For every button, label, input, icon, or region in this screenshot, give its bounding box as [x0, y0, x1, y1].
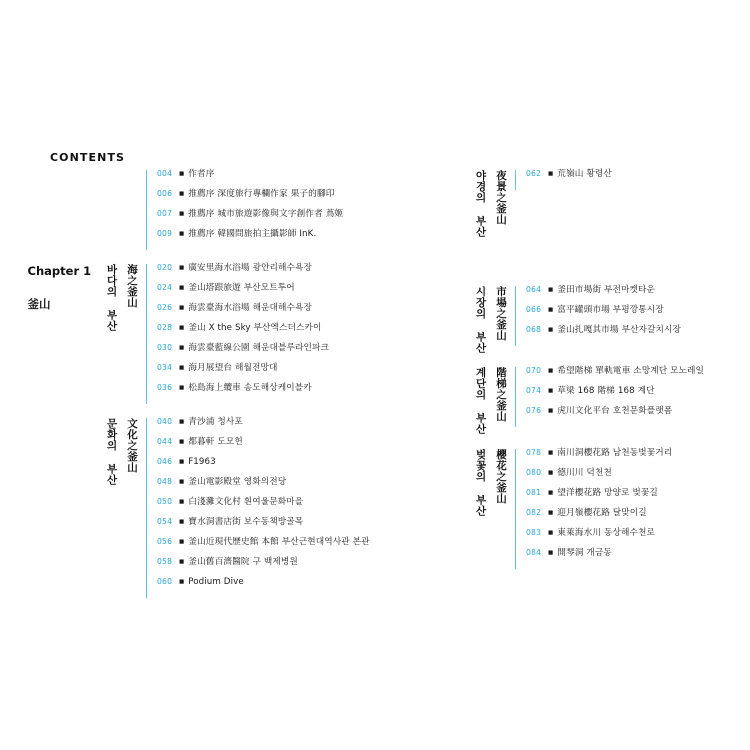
- section-night-view-of-busan: [455, 170, 750, 238]
- toc-entry[interactable]: [157, 518, 395, 538]
- entry-title: 釜山扎嘎其市場 부산자갈치시장: [557, 324, 682, 335]
- page-number: 026: [157, 303, 173, 312]
- bullet-icon: ■: [548, 368, 554, 374]
- section-label-kr: 벚꽃의 부산: [474, 448, 487, 516]
- bullet-icon: ■: [548, 286, 554, 293]
- page-number: 068: [526, 324, 542, 334]
- toc-entry[interactable]: [526, 306, 750, 326]
- bullet-icon: ■: [179, 365, 185, 371]
- toc-entry[interactable]: [526, 367, 750, 387]
- entry-title: 釜山塔跟旅遊 부산모트투어: [188, 283, 295, 293]
- toc-entry[interactable]: [157, 284, 395, 304]
- entry-title: 青沙浦 청사포: [188, 417, 243, 427]
- toc-entry[interactable]: [526, 489, 750, 509]
- bullet-icon: ■: [179, 459, 185, 465]
- toc-entry[interactable]: [157, 170, 395, 190]
- toc-entry[interactable]: [157, 558, 395, 578]
- page-number: 062: [526, 169, 542, 178]
- page-number: 048: [157, 477, 173, 486]
- toc-entry[interactable]: [526, 387, 750, 407]
- page-number: 036: [157, 383, 173, 392]
- toc-entry[interactable]: [526, 449, 750, 469]
- page-number: 070: [526, 366, 542, 375]
- toc-entry[interactable]: [157, 324, 395, 344]
- section-markets-of-busan: [455, 286, 750, 354]
- section-label-cn: 階梯之釜山: [495, 367, 507, 422]
- toc-entry[interactable]: [157, 478, 395, 498]
- toc-entry[interactable]: [526, 407, 750, 427]
- bullet-icon: ■: [179, 479, 185, 485]
- section-front-matter: [50, 170, 395, 250]
- entry-list: [146, 264, 395, 404]
- entry-title: 釜山 X the Sky 부산엑스더스카이: [188, 323, 322, 333]
- page-number: 076: [526, 406, 542, 415]
- bullet-icon: ■: [179, 285, 185, 291]
- section-label-kr: 시장의 부산: [474, 285, 487, 353]
- bullet-icon: ■: [548, 449, 554, 456]
- entry-title: 廣安里海水浴場 광안리해수욕장: [188, 263, 313, 273]
- bullet-icon: ■: [548, 388, 554, 394]
- toc-entry[interactable]: [157, 190, 395, 210]
- bullet-icon: ■: [179, 265, 185, 271]
- page-number: 006: [157, 189, 173, 198]
- toc-entry[interactable]: [526, 170, 750, 190]
- page-number: 078: [526, 447, 542, 457]
- entry-title: 開琴洞 개금동: [557, 547, 612, 558]
- bullet-icon: ■: [179, 191, 185, 197]
- bullet-icon: ■: [548, 171, 554, 177]
- entry-list: [146, 418, 395, 598]
- entry-list: [515, 286, 750, 346]
- page-number: 084: [526, 547, 542, 557]
- toc-entry[interactable]: [157, 264, 395, 284]
- toc-entry[interactable]: [157, 230, 395, 250]
- entry-title: 白淺灘文化村 흰여울문화마을: [188, 497, 304, 507]
- section-label-kr: 야경의 부산: [474, 170, 487, 238]
- toc-entry[interactable]: [157, 578, 395, 598]
- toc-entry[interactable]: [526, 549, 750, 569]
- section-label: [455, 170, 515, 238]
- page-number: 007: [157, 209, 173, 218]
- page-number: 028: [157, 323, 173, 332]
- left-column: [27, 169, 395, 612]
- section-label-cn: 海之釜山: [126, 264, 138, 308]
- toc-entry[interactable]: [526, 326, 750, 346]
- bullet-icon: ■: [548, 306, 554, 313]
- toc-entry[interactable]: [157, 210, 395, 230]
- right-column: [455, 170, 750, 583]
- section-stairs-of-busan: [455, 367, 750, 435]
- entry-title: 海雲臺海水浴場 해운대해수욕장: [188, 303, 313, 313]
- bullet-icon: ■: [179, 325, 185, 331]
- bullet-icon: ■: [179, 419, 185, 425]
- entry-title: 希望階梯 單軌電車 소망계단 모노레일: [557, 366, 705, 376]
- entry-title: 虎川文化平台 호천문화플랫폼: [557, 406, 673, 416]
- entry-title: Podium Dive: [188, 577, 244, 587]
- page-number: 046: [157, 457, 173, 466]
- toc-entry[interactable]: [157, 384, 395, 404]
- section-label: [50, 418, 146, 486]
- chapter-label: [27, 264, 146, 332]
- section-label-cn: 文化之釜山: [126, 418, 138, 473]
- section-sea-of-busan: [27, 263, 395, 404]
- section-label-cn: 櫻花之釜山: [495, 448, 507, 504]
- entry-title: 推薦序 城市旅遊影像與文字創作者 蔦姬: [188, 209, 344, 219]
- entry-title: 作者序: [188, 169, 215, 179]
- bullet-icon: ■: [548, 549, 554, 556]
- page-number: 064: [526, 284, 542, 294]
- section-label: [455, 286, 515, 354]
- page-number: 060: [157, 577, 173, 586]
- page-number: 074: [526, 386, 542, 395]
- entry-title: 草梁 168 階梯 168 계단: [557, 386, 655, 396]
- toc-entry[interactable]: [157, 418, 395, 438]
- bullet-icon: ■: [548, 489, 554, 496]
- chapter-title-cn: 釜山: [27, 297, 51, 311]
- section-cherry-blossom-of-busan: [455, 449, 750, 569]
- toc-entry[interactable]: [526, 286, 750, 306]
- page-number: 080: [526, 467, 542, 477]
- toc-entry[interactable]: [157, 498, 395, 518]
- entry-title: 寶水洞書店街 보수동책방골목: [188, 517, 304, 527]
- bullet-icon: ■: [179, 231, 185, 237]
- bullet-icon: ■: [548, 529, 554, 536]
- section-label-cn: 市場之釜山: [495, 285, 507, 341]
- page-number: 082: [526, 507, 542, 517]
- section-label: [455, 449, 515, 517]
- entry-title: 釜山電影殿堂 영화의전당: [188, 477, 287, 487]
- bullet-icon: ■: [548, 408, 554, 414]
- entry-title: 望洋櫻花路 망양로 벚꽃길: [557, 487, 658, 498]
- chapter-number: Chapter 1: [27, 264, 92, 278]
- entry-title: 釜山舊百濟醫院 구 백제병원: [188, 557, 298, 567]
- entry-title: 富平罐頭市場 부평깡통시장: [557, 304, 664, 315]
- bullet-icon: ■: [179, 499, 185, 505]
- bullet-icon: ■: [179, 171, 185, 177]
- entry-list: [515, 367, 750, 427]
- entry-title: 都暮軒 도모헌: [188, 437, 243, 447]
- toc-entry[interactable]: [526, 509, 750, 529]
- entry-title: 推薦序 韓國問旅拍主攝影師 InK.: [188, 229, 317, 239]
- entry-title: 德川川 덕천천: [557, 467, 612, 478]
- entry-title: 迎月嶺櫻花路 달맞이길: [557, 507, 647, 518]
- bullet-icon: ■: [179, 579, 185, 585]
- toc-entry[interactable]: [157, 438, 395, 458]
- section-label: [455, 367, 515, 435]
- toc-entry[interactable]: [157, 458, 395, 478]
- bullet-icon: ■: [179, 539, 185, 545]
- page-number: 024: [157, 283, 173, 292]
- entry-title: 荒嶺山 황령산: [557, 169, 612, 179]
- bullet-icon: ■: [179, 439, 185, 445]
- bullet-icon: ■: [179, 211, 185, 217]
- page-number: 030: [157, 343, 173, 352]
- entry-list: [515, 170, 750, 190]
- entry-title: 海月展望台 해월전망대: [188, 363, 278, 373]
- bullet-icon: ■: [548, 469, 554, 476]
- bullet-icon: ■: [179, 519, 185, 525]
- entry-list: [146, 170, 395, 250]
- toc-entry[interactable]: [526, 469, 750, 489]
- section-culture-of-busan: [50, 418, 395, 598]
- toc-entry[interactable]: [157, 364, 395, 384]
- page-number: 050: [157, 497, 173, 506]
- bullet-icon: ■: [179, 385, 185, 391]
- page-number: 034: [157, 363, 173, 372]
- section-label-kr: 계단의 부산: [474, 367, 487, 435]
- bullet-icon: ■: [548, 326, 554, 333]
- toc-entry[interactable]: [157, 344, 395, 364]
- entry-list: [515, 449, 750, 569]
- bullet-icon: ■: [548, 509, 554, 516]
- page-number: 066: [526, 304, 542, 314]
- page-number: 058: [157, 557, 173, 566]
- entry-title: 釜山近現代歷史館 本館 부산근현대역사관 본관: [188, 537, 370, 547]
- toc-entry[interactable]: [157, 538, 395, 558]
- page-number: 081: [526, 487, 542, 497]
- section-label-kr: 바다의 부산: [105, 264, 118, 332]
- page-number: 044: [157, 437, 173, 446]
- entry-title: 釜田市場街 부전마켓타운: [557, 284, 655, 295]
- toc-entry[interactable]: [526, 529, 750, 549]
- entry-title: 海雲臺藍線公園 해운대블루라인파크: [188, 343, 330, 353]
- page-number: 083: [526, 527, 542, 537]
- entry-title: 南川洞櫻花路 남천동벚꽃거리: [557, 447, 673, 458]
- bullet-icon: ■: [179, 305, 185, 311]
- page-number: 056: [157, 537, 173, 546]
- page-number: 040: [157, 417, 173, 426]
- entry-title: 松島海上纜車 송도해상케이블카: [188, 383, 312, 393]
- page-number: 020: [157, 263, 173, 272]
- page-number: 054: [157, 517, 173, 526]
- section-label-cn: 夜景之釜山: [495, 170, 507, 225]
- entry-title: 東萊海水川 동상해수천로: [557, 527, 655, 538]
- entry-title: F1963: [188, 457, 216, 467]
- page-number: 009: [157, 229, 173, 238]
- entry-title: 推薦序 深度旅行專欄作家 果子的腳印: [188, 189, 335, 199]
- section-label-kr: 문화의 부산: [105, 418, 118, 486]
- toc-entry[interactable]: [157, 304, 395, 324]
- bullet-icon: ■: [179, 345, 185, 351]
- bullet-icon: ■: [179, 559, 185, 565]
- page-number: 004: [157, 169, 173, 178]
- page-title: CONTENTS: [50, 151, 126, 164]
